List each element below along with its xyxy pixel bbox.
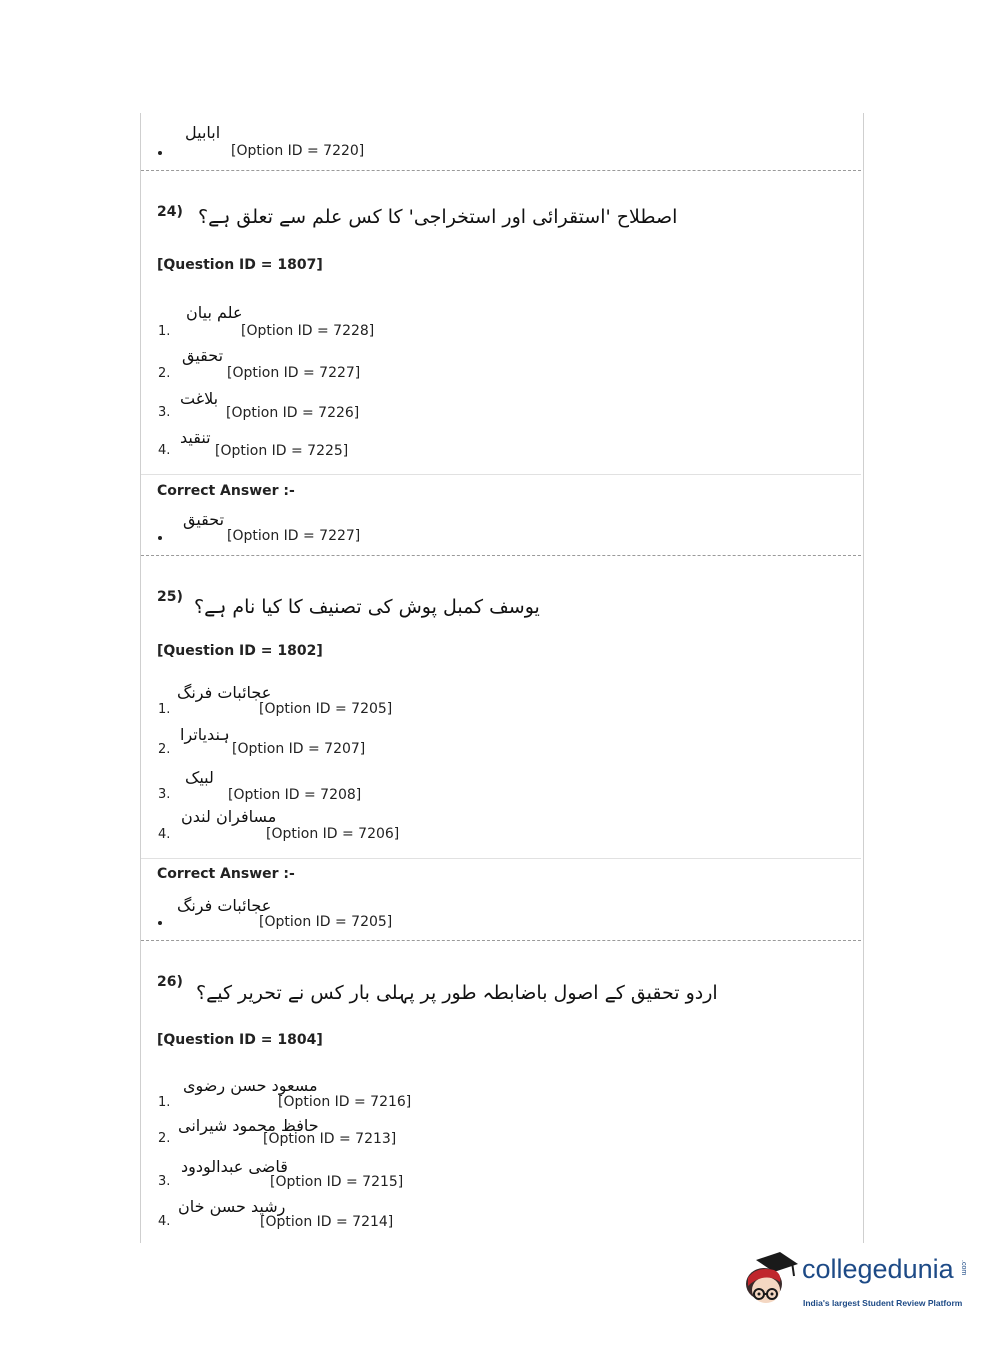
option-number: 4. — [158, 443, 171, 458]
option-id: [Option ID = 7214] — [260, 1214, 394, 1230]
correct-answer-urdu: تحقیق — [183, 510, 225, 529]
option-id: [Option ID = 7213] — [263, 1131, 397, 1147]
option-id: [Option ID = 7207] — [232, 741, 366, 757]
correct-answer-label: Correct Answer :- — [157, 866, 295, 882]
option-id: [Option ID = 7228] — [241, 323, 375, 339]
question-text: اصطلاح 'استقرائی اور استخراجی' کا کس علم سے تعلق ہے؟ — [198, 206, 678, 228]
correct-answer-id: [Option ID = 7227] — [227, 528, 361, 544]
bullet — [158, 921, 162, 925]
option-number: 1. — [158, 324, 171, 339]
option-number: 1. — [158, 1095, 171, 1110]
question-id: [Question ID = 1804] — [157, 1032, 323, 1048]
option-number: 4. — [158, 827, 171, 842]
bullet — [158, 151, 162, 155]
option-number: 3. — [158, 787, 171, 802]
option-number: 3. — [158, 405, 171, 420]
question-number: 24) — [157, 204, 183, 220]
option-urdu-text: مسعود حسن رضوی — [183, 1076, 318, 1095]
option-id: [Option ID = 7220] — [231, 143, 365, 159]
question-number: 26) — [157, 974, 183, 990]
logo-tagline: India's largest Student Review Platform — [803, 1298, 963, 1308]
page-frame — [140, 113, 864, 1243]
logo-tld: .com — [960, 1260, 967, 1276]
option-urdu-text: رشید حسن خان — [178, 1197, 286, 1216]
logo-wordmark: collegedunia — [802, 1254, 954, 1284]
option-id: [Option ID = 7208] — [228, 787, 362, 803]
section-divider — [141, 170, 861, 171]
option-id: [Option ID = 7226] — [226, 405, 360, 421]
option-id: [Option ID = 7227] — [227, 365, 361, 381]
option-number: 4. — [158, 1214, 171, 1229]
option-urdu-text: حافظ محمود شیرانی — [178, 1116, 319, 1135]
option-id: [Option ID = 7215] — [270, 1174, 404, 1190]
option-urdu-text: ابابیل — [185, 123, 221, 142]
question-text: اردو تحقیق کے اصول باضابطہ طور پر پہلی بار کس نے تحریر کیے؟ — [196, 982, 718, 1004]
section-divider — [141, 940, 861, 941]
correct-answer-id: [Option ID = 7205] — [259, 914, 393, 930]
option-urdu-text: تحقیق — [182, 346, 224, 365]
option-urdu-text: عجائبات فرنگ — [177, 683, 272, 702]
correct-answer-label: Correct Answer :- — [157, 483, 295, 499]
question-number: 25) — [157, 589, 183, 605]
correct-answer-urdu: عجائبات فرنگ — [177, 896, 272, 915]
option-urdu-text: ہندیاترا — [180, 725, 230, 744]
option-urdu-text: قاضی عبدالودود — [181, 1157, 288, 1176]
option-number: 3. — [158, 1174, 171, 1189]
divider — [141, 858, 861, 859]
bullet — [158, 536, 162, 540]
option-urdu-text: تنقید — [180, 428, 211, 447]
option-id: [Option ID = 7216] — [278, 1094, 412, 1110]
option-urdu-text: لبیک — [185, 768, 214, 787]
option-number: 2. — [158, 1131, 171, 1146]
divider — [141, 474, 861, 475]
question-id: [Question ID = 1802] — [157, 643, 323, 659]
option-urdu-text: بلاغت — [180, 389, 219, 408]
option-number: 1. — [158, 702, 171, 717]
option-urdu-text: علم بیان — [186, 303, 243, 322]
option-id: [Option ID = 7205] — [259, 701, 393, 717]
question-id: [Question ID = 1807] — [157, 257, 323, 273]
option-urdu-text: مسافران لندن — [181, 807, 277, 826]
option-number: 2. — [158, 742, 171, 757]
question-text: یوسف کمبل پوش کی تصنیف کا کیا نام ہے؟ — [194, 596, 540, 618]
option-id: [Option ID = 7206] — [266, 826, 400, 842]
option-number: 2. — [158, 366, 171, 381]
mascot-icon — [742, 1250, 802, 1318]
section-divider — [141, 555, 861, 556]
collegedunia-logo[interactable] — [742, 1250, 972, 1318]
option-id: [Option ID = 7225] — [215, 443, 349, 459]
